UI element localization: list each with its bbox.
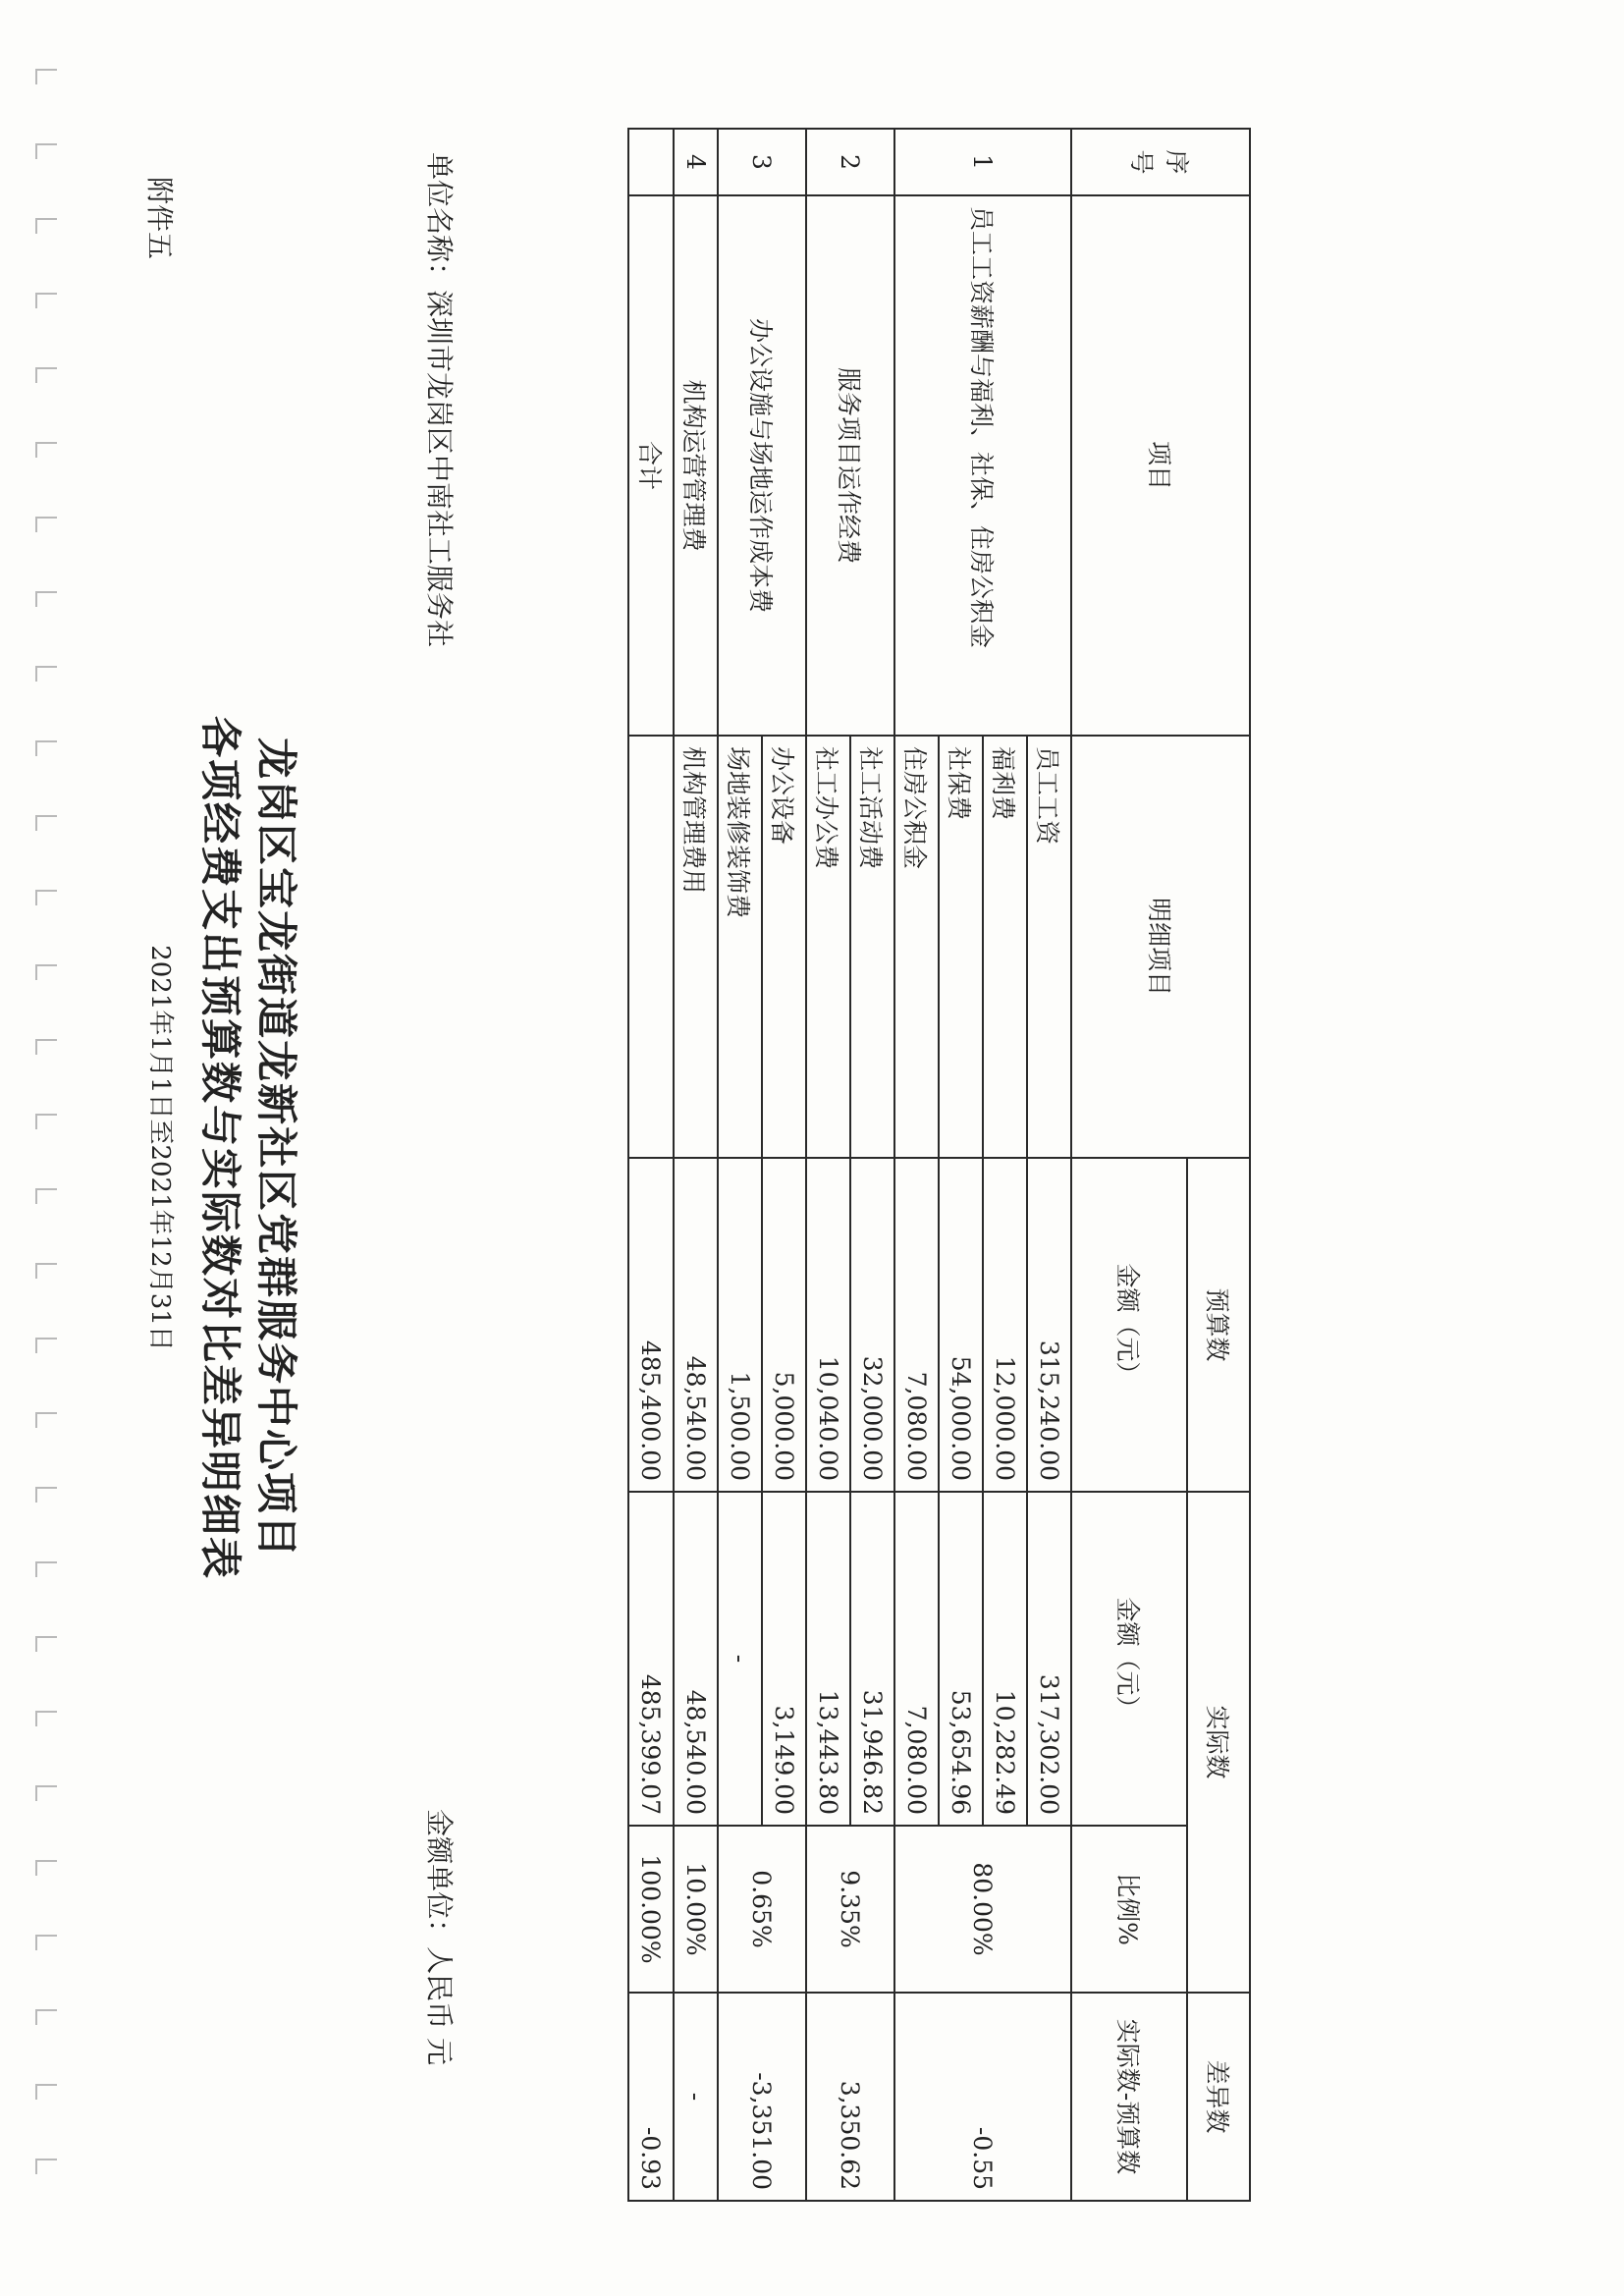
row-budget: 12,000.00 bbox=[983, 1158, 1027, 1492]
group-ratio: 0.65% bbox=[718, 1826, 806, 1993]
group-variance: -0.55 bbox=[894, 1993, 1071, 2201]
budget-variance-table bbox=[627, 128, 1251, 2202]
row-budget: 48,540.00 bbox=[674, 1158, 718, 1492]
row-budget: 5,000.00 bbox=[762, 1158, 806, 1492]
unit-name: 单位名称：深圳市龙岗区中南社工服务社 bbox=[423, 152, 456, 648]
total-detail-empty bbox=[628, 736, 674, 1158]
header-project: 项目 bbox=[1071, 195, 1250, 736]
row-actual: 31,946.82 bbox=[850, 1492, 894, 1826]
header-seq: 序号 bbox=[1071, 129, 1250, 195]
group-variance: 3,350.62 bbox=[806, 1993, 894, 2201]
row-detail: 社工活动费 bbox=[850, 736, 894, 1158]
header-actual-amount: 金额（元） bbox=[1071, 1492, 1187, 1826]
group-ratio: 80.00% bbox=[894, 1826, 1071, 1993]
row-budget: 32,000.00 bbox=[850, 1158, 894, 1492]
group-variance: - bbox=[674, 1993, 718, 2201]
row-budget: 10,040.00 bbox=[806, 1158, 850, 1492]
title-line-2: 各项经费支出预算数与实际数对比差异明细表 bbox=[196, 715, 245, 1580]
table-row bbox=[762, 129, 806, 2201]
row-actual: 48,540.00 bbox=[674, 1492, 718, 1826]
row-detail: 办公设备 bbox=[762, 736, 806, 1158]
row-detail: 住房公积金 bbox=[894, 736, 939, 1158]
group-project: 机构运营管理费 bbox=[674, 195, 718, 736]
row-actual: 13,443.80 bbox=[806, 1492, 850, 1826]
header-actual: 实际数 bbox=[1187, 1492, 1250, 1993]
header-budget: 预算数 bbox=[1187, 1158, 1250, 1492]
currency-unit: 金额单位：人民币 元 bbox=[423, 1809, 456, 2065]
row-budget: 315,240.00 bbox=[1027, 1158, 1071, 1492]
row-detail: 场地装修装饰费 bbox=[718, 736, 762, 1158]
title-line-1: 龙岗区宝龙街道龙新社区党群服务中心项目 bbox=[252, 737, 300, 1558]
total-actual: 485,399.07 bbox=[628, 1492, 674, 1826]
group-project: 员工工资薪酬与福利、社保、住房公积金 bbox=[894, 195, 1071, 736]
row-actual: 3,149.00 bbox=[762, 1492, 806, 1826]
row-actual: 317,302.00 bbox=[1027, 1492, 1071, 1826]
group-ratio: 10.00% bbox=[674, 1826, 718, 1993]
total-row bbox=[628, 129, 674, 2201]
header-variance: 差异数 bbox=[1187, 1993, 1250, 2201]
header-detail: 明细项目 bbox=[1071, 736, 1250, 1158]
header-variance-formula: 实际数-预算数 bbox=[1071, 1993, 1187, 2201]
row-detail: 社保费 bbox=[939, 736, 983, 1158]
row-budget: 7,080.00 bbox=[894, 1158, 939, 1492]
row-actual: - bbox=[718, 1492, 762, 1826]
table-row bbox=[1027, 129, 1071, 2201]
row-actual: 10,282.49 bbox=[983, 1492, 1027, 1826]
group-project: 服务项目运作经费 bbox=[806, 195, 894, 736]
total-budget: 485,400.00 bbox=[628, 1158, 674, 1492]
total-variance: -0.93 bbox=[628, 1993, 674, 2201]
group-seq: 2 bbox=[806, 129, 894, 195]
row-budget: 1,500.00 bbox=[718, 1158, 762, 1492]
row-actual: 53,654.96 bbox=[939, 1492, 983, 1826]
header-row-1 bbox=[1187, 129, 1250, 2201]
group-seq: 1 bbox=[894, 129, 1071, 195]
table-row bbox=[850, 129, 894, 2201]
total-seq-empty bbox=[628, 129, 674, 195]
total-ratio: 100.00% bbox=[628, 1826, 674, 1993]
total-label: 合计 bbox=[628, 195, 674, 736]
table-row bbox=[674, 129, 718, 2201]
attachment-label: 附件五 bbox=[143, 177, 176, 260]
row-detail: 机构管理费用 bbox=[674, 736, 718, 1158]
report-period: 2021年1月1日至2021年12月31日 bbox=[144, 945, 175, 1351]
row-actual: 7,080.00 bbox=[894, 1492, 939, 1826]
group-seq: 3 bbox=[718, 129, 806, 195]
row-budget: 54,000.00 bbox=[939, 1158, 983, 1492]
group-project: 办公设施与场地运作成本费 bbox=[718, 195, 806, 736]
header-budget-amount: 金额（元） bbox=[1071, 1158, 1187, 1492]
group-seq: 4 bbox=[674, 129, 718, 195]
title-block bbox=[144, 0, 303, 2296]
row-detail: 社工办公费 bbox=[806, 736, 850, 1158]
header-ratio: 比例% bbox=[1071, 1826, 1187, 1993]
row-detail: 福利费 bbox=[983, 736, 1027, 1158]
group-variance: -3,351.00 bbox=[718, 1993, 806, 2201]
group-ratio: 9.35% bbox=[806, 1826, 894, 1993]
row-detail: 员工工资 bbox=[1027, 736, 1071, 1158]
